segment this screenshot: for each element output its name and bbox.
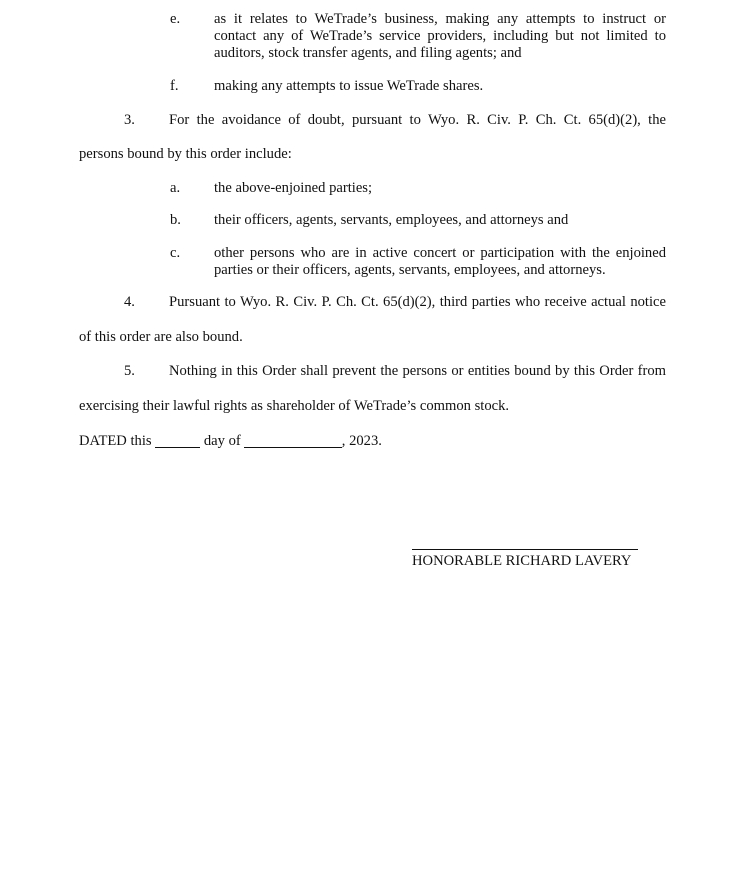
para3-line2: persons bound by this order include: <box>79 146 292 162</box>
day-blank <box>155 433 200 448</box>
para5-number: 5. <box>124 363 135 379</box>
para5-line2: exercising their lawful rights as shareholder of WeTrade’s common stock. <box>79 398 510 414</box>
signature-name: HONORABLE RICHARD LAVERY <box>412 553 632 569</box>
para3-sub-b-label: b. <box>170 212 181 228</box>
para3-sub-c-text: other persons who are in active concert or participation with the enjoined parties or their officers, agents, servants, employees, and attorneys. <box>214 245 666 278</box>
para4-line2: of this order are also bound. <box>79 329 243 345</box>
para4-number: 4. <box>124 294 135 310</box>
month-blank <box>244 433 342 448</box>
dated-line <box>79 433 382 450</box>
item-f-label: f. <box>170 78 179 94</box>
para3-sub-a-text: the above-enjoined parties; <box>214 180 373 196</box>
item-f-text: making any attempts to issue WeTrade shares. <box>214 78 484 94</box>
para3-sub-b-text: their officers, agents, servants, employees, and attorneys and <box>214 212 569 228</box>
para3-number: 3. <box>124 112 135 128</box>
para3-sub-c-label: c. <box>170 245 181 261</box>
signature-line <box>412 549 638 550</box>
para3-sub-a-label: a. <box>170 180 181 196</box>
dated-suffix: , 2023. <box>341 433 382 449</box>
para3-line1: For the avoidance of doubt, pursuant to Wyo. R. Civ. P. Ch. Ct. 65(d)(2), the <box>169 112 666 128</box>
dated-prefix: DATED this <box>79 433 152 449</box>
item-e-label: e. <box>170 11 181 27</box>
item-e-text: as it relates to WeTrade’s business, making any attempts to instruct or contact any of WeTrade’s service providers, including but not limited to auditors, stock transfer agents, and filing agents; and <box>214 11 666 61</box>
para4-line1: Pursuant to Wyo. R. Civ. P. Ch. Ct. 65(d)(2), third parties who receive actual notice <box>169 294 666 310</box>
dated-middle: day of <box>203 433 241 449</box>
para5-line1: Nothing in this Order shall prevent the persons or entities bound by this Order from <box>169 363 666 379</box>
